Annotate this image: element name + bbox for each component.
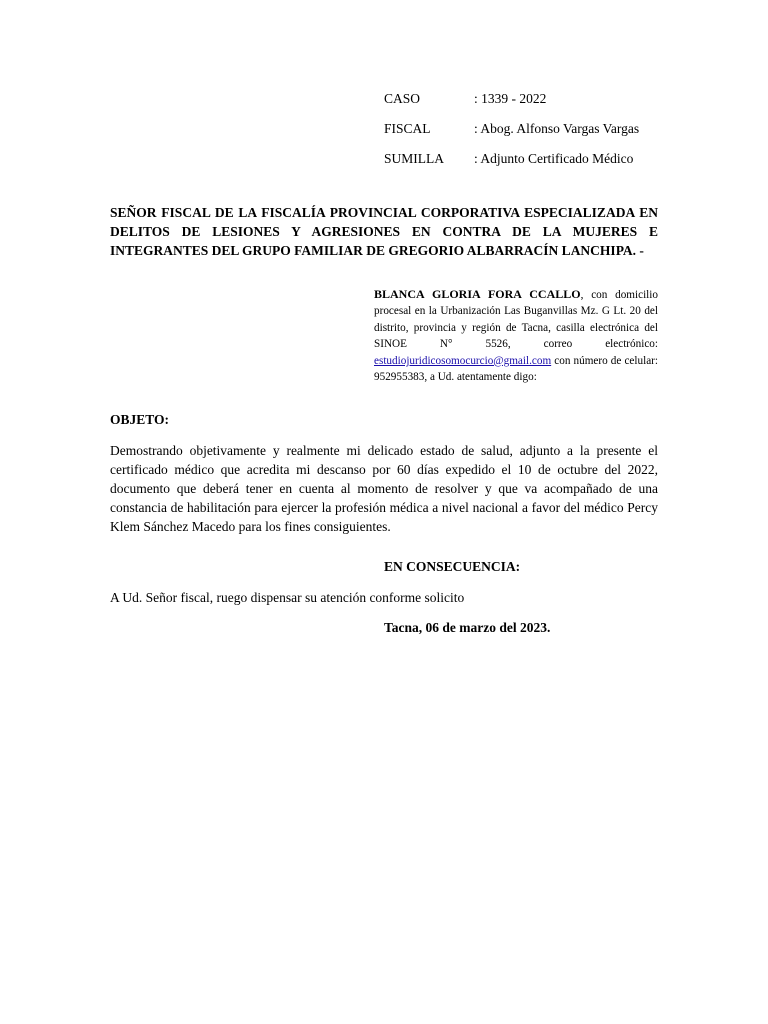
consecuencia-heading: EN CONSECUENCIA:	[384, 559, 521, 574]
request-text: A Ud. Señor fiscal, ruego dispensar su atención conforme solicito	[110, 590, 465, 605]
body-paragraph: Demostrando objetivamente y realmente mi delicado estado de salud, adjunto a la presente el certificado médico que acredita mi descanso por 60 días expedido el 10 de octubre del 2022, documento que deberá tener en cuenta al momento de resolver y que va acompañado de una constancia de habilitación para ejercer la profesión médica a nivel nacional a favor del médico Percy Klem Sánchez Macedo para los fines consiguientes.	[110, 443, 658, 534]
fiscal-label: FISCAL	[384, 121, 431, 136]
case-header	[384, 84, 639, 174]
place-date-signoff: Tacna, 06 de marzo del 2023.	[384, 620, 551, 635]
petitioner-block	[374, 286, 658, 385]
case-value: : 1339 - 2022	[474, 91, 547, 106]
fiscal-value: : Abog. Alfonso Vargas Vargas	[474, 121, 640, 136]
sumilla-row	[384, 144, 639, 174]
sumilla-value: : Adjunto Certificado Médico	[474, 151, 634, 166]
petitioner-closing: con número de celular: 952955383, a Ud. atentamente digo:	[374, 354, 658, 384]
case-label: CASO	[384, 91, 421, 106]
addressee-title: SEÑOR FISCAL DE LA FISCALÍA PROVINCIAL CORPORATIVA ESPECIALIZADA EN DELITOS DE LESIONES Y AGRESIONES EN CONTRA DE LA MUJERES E INTEGRANTES DEL GRUPO FAMILIAR DE GREGORIO ALBARRACÍN LANCHIPA. -	[110, 205, 658, 258]
objeto-heading: OBJETO:	[110, 412, 170, 427]
email-link[interactable]: estudiojuridicosomocurcio@gmail.com	[374, 354, 552, 367]
petitioner-details: , con domicilio procesal en la Urbanización Las Buganvillas Mz. G Lt. 20 del distrito, provincia y región de Tacna, casilla electrónica del SINOE N° 5526, correo electrónico:	[374, 289, 658, 351]
sumilla-label: SUMILLA	[384, 151, 444, 166]
petitioner-name: BLANCA GLORIA FORA CCALLO	[374, 287, 581, 301]
case-row	[384, 84, 639, 114]
fiscal-row	[384, 114, 639, 144]
